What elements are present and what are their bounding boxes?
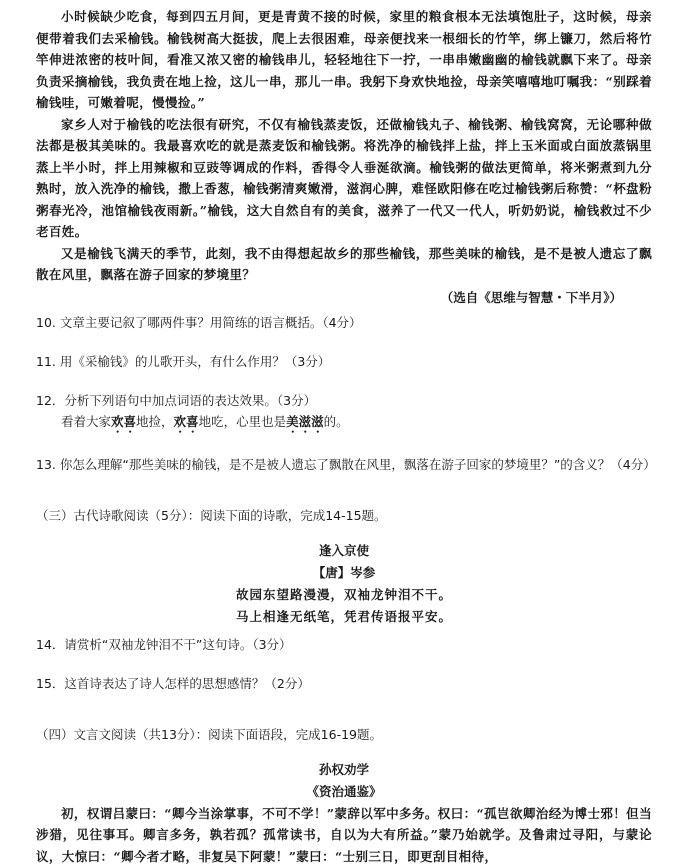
- q12-dotted-word-3: 美滋滋: [286, 414, 324, 429]
- poem-line-1: 故园东望路漫漫，双袖龙钟泪不干。: [36, 584, 652, 606]
- q12-text-g: 的。: [324, 414, 349, 429]
- passage-paragraph-2: 家乡人对于榆钱的吃法很有研究，不仅有榆钱蒸麦饭，还做榆钱丸子、榆钱粥、榆钱窝窝，无论哪种做法都是极其美味的。我最喜欢吃的就是蒸麦饭和榆钱粥。将洗净的榆钱拌上盐，拌上玉米面或白面放蒸锅里蒸上半小时，拌上用辣椒和豆豉等调成的作料，香得令人垂涎欲滴。榆钱粥的做法更简单，将米粥煮到九分熟时，放入洗净的榆钱，撒上香葱，榆钱粥清爽嫩滑，滋润心脾，难怪欧阳修在吃过榆钱粥后称赞：“杯盘粉粥春光冷，池馆榆钱夜雨新。”榆钱，这大自然自有的美食，滋养了一代又一代人，听奶奶说，榆钱救过不少老百姓。: [36, 114, 652, 243]
- poem-author: 【唐】岑参: [36, 562, 652, 584]
- poem-title: 逢入京使: [36, 540, 652, 562]
- section-4-heading: （四）文言文阅读（共13分）：阅读下面语段，完成16-19题。: [36, 724, 652, 746]
- question-14: 14．请赏析“双袖龙钟泪不干”这句诗。（3分）: [36, 634, 652, 655]
- q12-text-e: 地吃，心里也是: [199, 414, 287, 429]
- question-10: 10. 文章主要记叙了哪两件事？用简练的语言概括。（4分）: [36, 312, 652, 333]
- classic-source: 《资治通鉴》: [36, 781, 652, 803]
- passage-paragraph-3: 又是榆钱飞满天的季节，此刻，我不由得想起故乡的那些榆钱，那些美味的榆钱，是不是被人遗忘了飘散在风里，飘落在游子回家的梦境里？: [36, 243, 652, 286]
- question-12-sentence: [36, 411, 652, 436]
- question-13: 13. 你怎么理解“那些美味的榆钱，是不是被人遗忘了飘散在风里，飘落在游子回家的梦境里？”的含义？（4分）: [36, 454, 652, 475]
- q12-text-c: 地捡，: [136, 414, 174, 429]
- passage-source: （选自《思维与智慧・下半月》）: [36, 288, 622, 306]
- passage-paragraph-1: 小时候缺少吃食，每到四五月间，更是青黄不接的时候，家里的粮食根本无法填饱肚子，这时候，母亲便带着我们去采榆钱。榆钱树高大挺拔，爬上去很困难，母亲便找来一根细长的竹竿，绑上镰刀，然后将竹竿伸进浓密的枝叶间，看准又浓又密的榆钱串儿，轻轻地往下一拧，一串串嫩幽幽的榆钱就飘下来了。母亲负责采摘榆钱，我负责在地上捡，这儿一串，那儿一串。我躬下身欢快地捡，母亲笑嘻嘻地叮嘱我：“别踩着榆钱哇，可嫩着呢，慢慢捡。”: [36, 6, 652, 114]
- question-12: 12．分析下列语句中加点词语的表达效果。（3分）: [36, 390, 652, 411]
- poem-line-2: 马上相逢无纸笔，凭君传语报平安。: [36, 606, 652, 628]
- question-15: 15．这首诗表达了诗人怎样的思想感情？（2分）: [36, 673, 652, 694]
- classic-text: 初，权谓吕蒙曰：“卿今当涂掌事，不可不学！”蒙辞以军中多务。权曰：“孤岂欲卿治经为博士邪！但当涉猎，见往事耳。卿言多务，孰若孤？孤常读书，自以为大有所益。”蒙乃始就学。及鲁肃过寻阳，与蒙论议，大惊曰：“卿今者才略，非复吴下阿蒙！”蒙曰：“士别三日，即更刮目相待，: [36, 803, 652, 867]
- question-11: 11. 用《采榆钱》的儿歌开头，有什么作用？（3分）: [36, 351, 652, 372]
- q12-dotted-word-2: 欢喜: [174, 414, 199, 429]
- q12-dotted-word-1: 欢喜: [111, 414, 136, 429]
- classic-title: 孙权劝学: [36, 759, 652, 781]
- section-3-heading: （三）古代诗歌阅读（5分）：阅读下面的诗歌，完成14-15题。: [36, 505, 652, 527]
- q12-text-a: 看着大家: [61, 414, 111, 429]
